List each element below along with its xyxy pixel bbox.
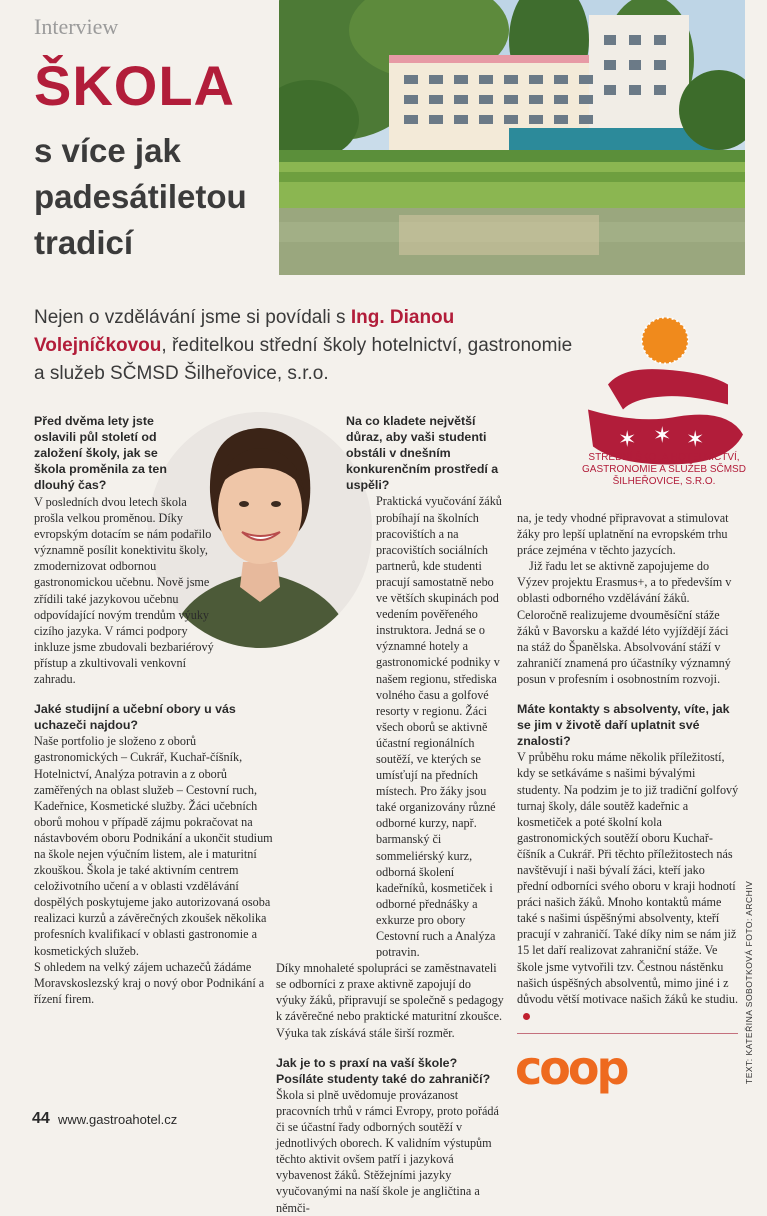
page-number: 44 [32, 1110, 50, 1127]
answer-paragraph: na, je tedy vhodné připravovat a stimulovat žáky pro lepší uplatnění na evropském trhu práce zejména v těchto jazycích. [517, 511, 729, 558]
question-heading: Na co kladete největší důraz, aby vaši studenti obstáli v dnešním konkurenčním prostředí a uspěli? [346, 414, 499, 493]
footer-url: www.gastroahotel.cz [58, 1112, 178, 1127]
intro-text-start: Nejen o vzdělávání jsme si povídali s [34, 307, 351, 328]
answer-paragraph [517, 749, 739, 1023]
article-column-1 [34, 413, 178, 493]
intro-paragraph [34, 304, 574, 388]
svg-text:✶: ✶ [618, 427, 637, 453]
answer-text: V průběhu roku máme několik příležitostí, kdy se setkáváme s našimi bývalými studenty. Na podzim je to již tradiční golfový turnaj školy, dále soutěž kadeřnic a kosmetiček a poté školní kola gastronomických soutěží oboru Kuchař-číšník a Cukrář. Při těchto příležitostech nás navštěvují i naši bývalí žáci, kteří jako přední odborníci svého oboru v kraji hodnotí práci našich žáků. Mnoho kontaktů máme také s našimi úspěšnými absolventy, kteří pracují v zahraničí. Také díky nim se nám již 15 let daří realizovat zahraniční stáže. Ve škole jsme vytvořili tzv. Čestnou nástěnku našich úspěšných absolventů, mimo jiné i z důvodu větší motivace našich žáků ke studiu. [517, 750, 739, 1006]
interviewee-name: Ing. Dianou Volejníčkovou [34, 307, 455, 356]
end-mark-icon [523, 1013, 530, 1020]
question-heading: Jak je to s praxí na vaší škole? Posíláte studenty také do zahraničí? [276, 1055, 491, 1086]
question-heading: Před dvěma lety jste oslavili půl století od založení školy, jak se škola proměnila za ten dlouhý čas? [34, 414, 167, 493]
divider [517, 1033, 738, 1034]
article-column-1-body [34, 494, 274, 1007]
headline-sub: s více jak padesátiletou tradicí [34, 132, 247, 261]
section-kicker: Interview [34, 14, 119, 39]
coop-logo [513, 1044, 643, 1094]
svg-text:✶: ✶ [653, 423, 672, 449]
answer-paragraph: Praktická vyučování žáků probíhají na školních pracovištích a na pracovištích sociálních partnerů, kde studenti pracují samostatně nebo ve větších skupinách pod vedením pověřeného instruktora. Jedná se o významné hotely a gastronomické podniky v našem regionu, střediska volného času a golfové resorty v regionu. Žáci všech oborů se aktivně účastní regionálních soutěží, ve kterých se umísťují na předních místech. Pro žáky jsou také organizovány různé odborné kurzy, např. barmanský či sommeliérský kurz, odborná školení kadeřníků, kosmetiček i odborné přednášky a exkurze pro obory Cestovní ruch a Analýza potravin. [376, 494, 502, 960]
question-heading: Máte kontakty s absolventy, víte, jak se jim v životě daří uplatnit své znalosti? [517, 702, 730, 749]
answer-paragraph: Škola si plně uvědomuje provázanost pracovních trhů v rámci Evropy, proto pořádá či se účastní řady odborných soutěží v jednotlivých oborech. K validním výstupům těchto aktivit ovšem patří i jazyková vybavenost žáků. Stěžejními jazyky vyučovanými na naší škole je angličtina a němči- [276, 1087, 499, 1215]
hotel-photo [279, 0, 745, 275]
article-column-2 [276, 413, 504, 1216]
question-heading: Jaké studijní a učební obory u vás uchazeči najdou? [34, 702, 236, 733]
answer-paragraph: Již řadu let se aktivně zapojujeme do Výzev projektu Erasmus+, a to především v oblasti odborného vzdělávání žáků. Celoročně realizujeme dvouměsíční stáže žáků v Bavorsku a každé léto vyjíždějí žáci na stáž do Španělska. Absolvování stáží v zahraničí znamená pro účastníky významný posun v profesním i osobnostním rozvoji. [517, 559, 732, 686]
article-column-3 [517, 510, 739, 1023]
answer-paragraph: V posledních dvou letech škola prošla velkou proměnou. Díky evropským dotacím se nám podařilo významně posílit konektivitu školy, zmodernizovat odbornou gastronomickou učebnu. Nově jsme zřídili také jazykovou učebnu odpovídající novým trendům výuky cizího jazyka. V rámci podpory inkluze jsme zbudovali bezbariérový přístup a zkultivovali venkovní zahradu. [34, 495, 214, 687]
answer-paragraph: Díky mnohaleté spolupráci se zaměstnavateli se odborníci z praxe aktivně zapojují do výuky žáků, připravují se společně s pedagogy k závěrečné nebo praktické maturitní zkoušce. Výuka tak získává stále širší rozměr. [276, 961, 504, 1040]
photo-credits: TEXT: KATEŘINA SOBOTKOVÁ FOTO: ARCHIV [744, 880, 754, 1084]
headline-main: ŠKOLA [34, 54, 235, 117]
answer-paragraph: S ohledem na velký zájem uchazečů žádáme Moravskoslezský kraj o nový obor Podnikání a řízení firem. [34, 959, 265, 1006]
svg-text:✶: ✶ [686, 427, 705, 453]
answer-paragraph: Naše portfolio je složeno z oborů gastronomických – Cukrář, Kuchař-číšník, Hotelnictví, Analýza potravin a z oborů zaměřených na oblast služeb – Cestovní ruch, Kadeřnice, Kosmetické služby. Žáci učebních oborů mohou v případě zájmu pokračovat na nástavbovém oboru Podnikání a ukončit studium na škole nejen výučním listem, ale i maturitní zkouškou. Škola je také aktivním centrem celoživotního učení a v oblasti vzdělávání dospělých poskytujeme jako autorizovaná osoba realizaci kurzů a závěrečných zkoušek několika profesních kvalifikací v oblasti gastronomie a kosmetických služeb. [34, 734, 273, 958]
coop-logo-text: coop [515, 1044, 627, 1094]
intro-text-end: , ředitelkou střední školy hotelnictví, gastronomie a služeb SČMSD Šilheřovice, s.r.o. [34, 335, 573, 384]
school-logo-caption: STŘEDNÍ ŠKOLA HOTELNICTVÍ, GASTRONOMIE A SLUŽEB SČMSD ŠILHEŘOVICE, S.R.O. [582, 452, 746, 487]
